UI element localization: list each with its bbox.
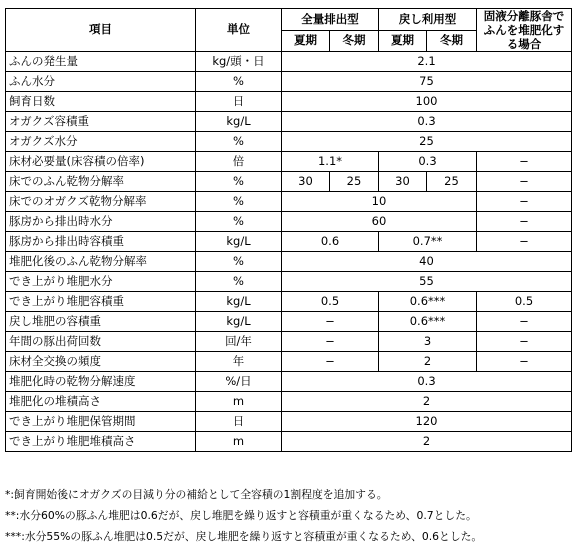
row-unit: kg/L — [196, 292, 282, 312]
row-return-summer: 30 — [379, 172, 427, 192]
row-item: 年間の豚出荷回数 — [6, 332, 196, 352]
row-full-value: 0.5 — [282, 292, 379, 312]
row-value: 25 — [282, 132, 572, 152]
row-item: 堆肥化時の乾物分解速度 — [6, 372, 196, 392]
row-unit: 倍 — [196, 152, 282, 172]
table-row — [6, 432, 572, 452]
row-return-value: 0.7** — [379, 232, 477, 252]
row-shared-value: 10 — [282, 192, 477, 212]
table-row — [6, 312, 572, 332]
row-value: 40 — [282, 252, 572, 272]
table-row — [6, 352, 572, 372]
row-value: 2 — [282, 392, 572, 412]
table-row — [6, 52, 572, 72]
row-unit: 回/年 — [196, 332, 282, 352]
row-value: 2 — [282, 432, 572, 452]
row-item: 床でのオガクズ乾物分解率 — [6, 192, 196, 212]
row-full-winter: 25 — [330, 172, 379, 192]
row-item: オガクズ容積重 — [6, 112, 196, 132]
row-solid-value: − — [477, 312, 572, 332]
footnote-2: **:水分60%の豚ふん堆肥は0.6だが、戻し堆肥を繰り返すと容積重が重くなるため、0.7とした。 — [5, 509, 477, 522]
header-return-use: 戻し利用型 — [379, 9, 477, 31]
table-row — [6, 152, 572, 172]
row-value: 75 — [282, 72, 572, 92]
table-row — [6, 372, 572, 392]
table-row — [6, 332, 572, 352]
row-full-value: − — [282, 352, 379, 372]
row-value: 120 — [282, 412, 572, 432]
row-value: 2.1 — [282, 52, 572, 72]
table-row — [6, 192, 572, 212]
row-item: でき上がり堆肥容積重 — [6, 292, 196, 312]
row-solid-value: − — [477, 332, 572, 352]
row-unit: % — [196, 212, 282, 232]
row-unit: 日 — [196, 412, 282, 432]
row-unit: % — [196, 132, 282, 152]
row-item: 堆肥化の堆積高さ — [6, 392, 196, 412]
header-row-1 — [6, 9, 572, 31]
table-row — [6, 92, 572, 112]
row-unit: kg/L — [196, 312, 282, 332]
table-row — [6, 392, 572, 412]
row-unit: m — [196, 392, 282, 412]
row-solid-value: − — [477, 212, 572, 232]
footnote-1: *:飼育開始後にオガクズの目減り分の補給として全容積の1割程度を追加する。 — [5, 488, 388, 501]
row-value: 55 — [282, 272, 572, 292]
row-value: 100 — [282, 92, 572, 112]
row-unit: m — [196, 432, 282, 452]
table-row — [6, 252, 572, 272]
row-item: ふん水分 — [6, 72, 196, 92]
table-row — [6, 412, 572, 432]
row-return-value: 2 — [379, 352, 477, 372]
row-item: オガクズ水分 — [6, 132, 196, 152]
row-unit: % — [196, 72, 282, 92]
row-item: でき上がり堆肥堆積高さ — [6, 432, 196, 452]
row-item: ふんの発生量 — [6, 52, 196, 72]
table-row — [6, 292, 572, 312]
row-item: でき上がり堆肥保管期間 — [6, 412, 196, 432]
row-item: 堆肥化後のふん乾物分解率 — [6, 252, 196, 272]
row-value: 0.3 — [282, 372, 572, 392]
header-solid-liquid: 固液分離豚舎でふんを堆肥化する場合 — [477, 9, 572, 52]
row-solid-value: − — [477, 172, 572, 192]
table-row — [6, 72, 572, 92]
row-unit: % — [196, 172, 282, 192]
row-shared-value: 60 — [282, 212, 477, 232]
row-item: 戻し堆肥の容積重 — [6, 312, 196, 332]
header-return-winter: 冬期 — [427, 30, 477, 52]
row-full-summer: 30 — [282, 172, 330, 192]
table-row — [6, 212, 572, 232]
row-unit: kg/頭・日 — [196, 52, 282, 72]
row-solid-value: 0.5 — [477, 292, 572, 312]
row-full-value: 1.1* — [282, 152, 379, 172]
header-full-summer: 夏期 — [282, 30, 330, 52]
row-unit: kg/L — [196, 112, 282, 132]
row-unit: kg/L — [196, 232, 282, 252]
table-row — [6, 112, 572, 132]
row-return-value: 0.6*** — [379, 312, 477, 332]
row-return-winter: 25 — [427, 172, 477, 192]
header-return-summer: 夏期 — [379, 30, 427, 52]
row-unit: % — [196, 192, 282, 212]
row-solid-value: − — [477, 152, 572, 172]
table-row — [6, 172, 572, 192]
row-value: 0.3 — [282, 112, 572, 132]
row-solid-value: − — [477, 232, 572, 252]
header-unit: 単位 — [196, 9, 282, 52]
row-item: 床材必要量(床容積の倍率) — [6, 152, 196, 172]
row-unit: 年 — [196, 352, 282, 372]
row-item: 豚房から排出時水分 — [6, 212, 196, 232]
parameter-table — [5, 8, 572, 452]
row-unit: % — [196, 252, 282, 272]
row-full-value: 0.6 — [282, 232, 379, 252]
row-solid-value: − — [477, 352, 572, 372]
header-full-winter: 冬期 — [330, 30, 379, 52]
row-item: 豚房から排出時容積重 — [6, 232, 196, 252]
table-row — [6, 232, 572, 252]
row-return-value: 0.6*** — [379, 292, 477, 312]
row-return-value: 0.3 — [379, 152, 477, 172]
row-item: 床材全交換の頻度 — [6, 352, 196, 372]
footnotes — [5, 484, 575, 547]
row-solid-value: − — [477, 192, 572, 212]
row-item: でき上がり堆肥水分 — [6, 272, 196, 292]
row-unit: %/日 — [196, 372, 282, 392]
row-unit: % — [196, 272, 282, 292]
row-full-value: − — [282, 312, 379, 332]
footnote-3: ***:水分55%の豚ふん堆肥は0.5だが、戻し堆肥を繰り返すと容積重が重くなるため、0.6とした。 — [5, 530, 483, 543]
row-item: 床でのふん乾物分解率 — [6, 172, 196, 192]
row-item: 飼育日数 — [6, 92, 196, 112]
row-full-value: − — [282, 332, 379, 352]
header-full-discharge: 全量排出型 — [282, 9, 379, 31]
table-row — [6, 132, 572, 152]
table-row — [6, 272, 572, 292]
row-return-value: 3 — [379, 332, 477, 352]
row-unit: 日 — [196, 92, 282, 112]
header-item: 項目 — [6, 9, 196, 52]
